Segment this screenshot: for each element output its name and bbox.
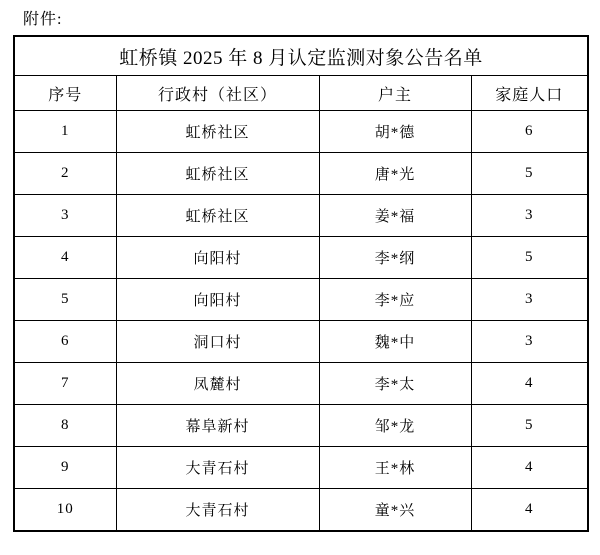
householder-cell: 唐*光 [319, 153, 471, 195]
family-size-cell: 4 [471, 489, 588, 532]
householder-cell: 魏*中 [319, 321, 471, 363]
family-size-cell: 4 [471, 447, 588, 489]
village-cell: 凤麓村 [116, 363, 319, 405]
seq-cell: 7 [14, 363, 116, 405]
village-cell: 虹桥社区 [116, 153, 319, 195]
householder-cell: 王*林 [319, 447, 471, 489]
table-title: 虹桥镇 2025 年 8 月认定监测对象公告名单 [14, 36, 588, 76]
householder-cell: 胡*德 [319, 111, 471, 153]
village-cell: 幕阜新村 [116, 405, 319, 447]
family-size-cell: 5 [471, 237, 588, 279]
family-size-cell: 6 [471, 111, 588, 153]
village-cell: 向阳村 [116, 279, 319, 321]
family-size-cell: 4 [471, 363, 588, 405]
householder-cell: 童*兴 [319, 489, 471, 532]
seq-cell: 9 [14, 447, 116, 489]
table-row [14, 363, 588, 405]
announcement-table [13, 35, 589, 532]
family-size-cell: 3 [471, 195, 588, 237]
table-row [14, 153, 588, 195]
col-header-householder: 户主 [319, 76, 471, 111]
table-row [14, 111, 588, 153]
householder-cell: 邹*龙 [319, 405, 471, 447]
table-row [14, 195, 588, 237]
family-size-cell: 3 [471, 279, 588, 321]
col-header-village: 行政村（社区） [116, 76, 319, 111]
seq-cell: 1 [14, 111, 116, 153]
village-cell: 虹桥社区 [116, 195, 319, 237]
table-row [14, 279, 588, 321]
householder-cell: 李*应 [319, 279, 471, 321]
seq-cell: 3 [14, 195, 116, 237]
householder-cell: 李*纲 [319, 237, 471, 279]
family-size-cell: 3 [471, 321, 588, 363]
householder-cell: 姜*福 [319, 195, 471, 237]
village-cell: 向阳村 [116, 237, 319, 279]
family-size-cell: 5 [471, 405, 588, 447]
table-row [14, 321, 588, 363]
seq-cell: 6 [14, 321, 116, 363]
col-header-seq: 序号 [14, 76, 116, 111]
seq-cell: 5 [14, 279, 116, 321]
family-size-cell: 5 [471, 153, 588, 195]
col-header-family-size: 家庭人口 [471, 76, 588, 111]
seq-cell: 8 [14, 405, 116, 447]
village-cell: 虹桥社区 [116, 111, 319, 153]
table-row [14, 405, 588, 447]
table-row [14, 237, 588, 279]
attachment-label: 附件: [23, 11, 63, 28]
seq-cell: 4 [14, 237, 116, 279]
village-cell: 洞口村 [116, 321, 319, 363]
village-cell: 大青石村 [116, 489, 319, 532]
seq-cell: 10 [14, 489, 116, 532]
householder-cell: 李*太 [319, 363, 471, 405]
table-row [14, 489, 588, 532]
table-header-row [14, 76, 588, 111]
table-row [14, 447, 588, 489]
seq-cell: 2 [14, 153, 116, 195]
table-title-row [14, 36, 588, 76]
village-cell: 大青石村 [116, 447, 319, 489]
